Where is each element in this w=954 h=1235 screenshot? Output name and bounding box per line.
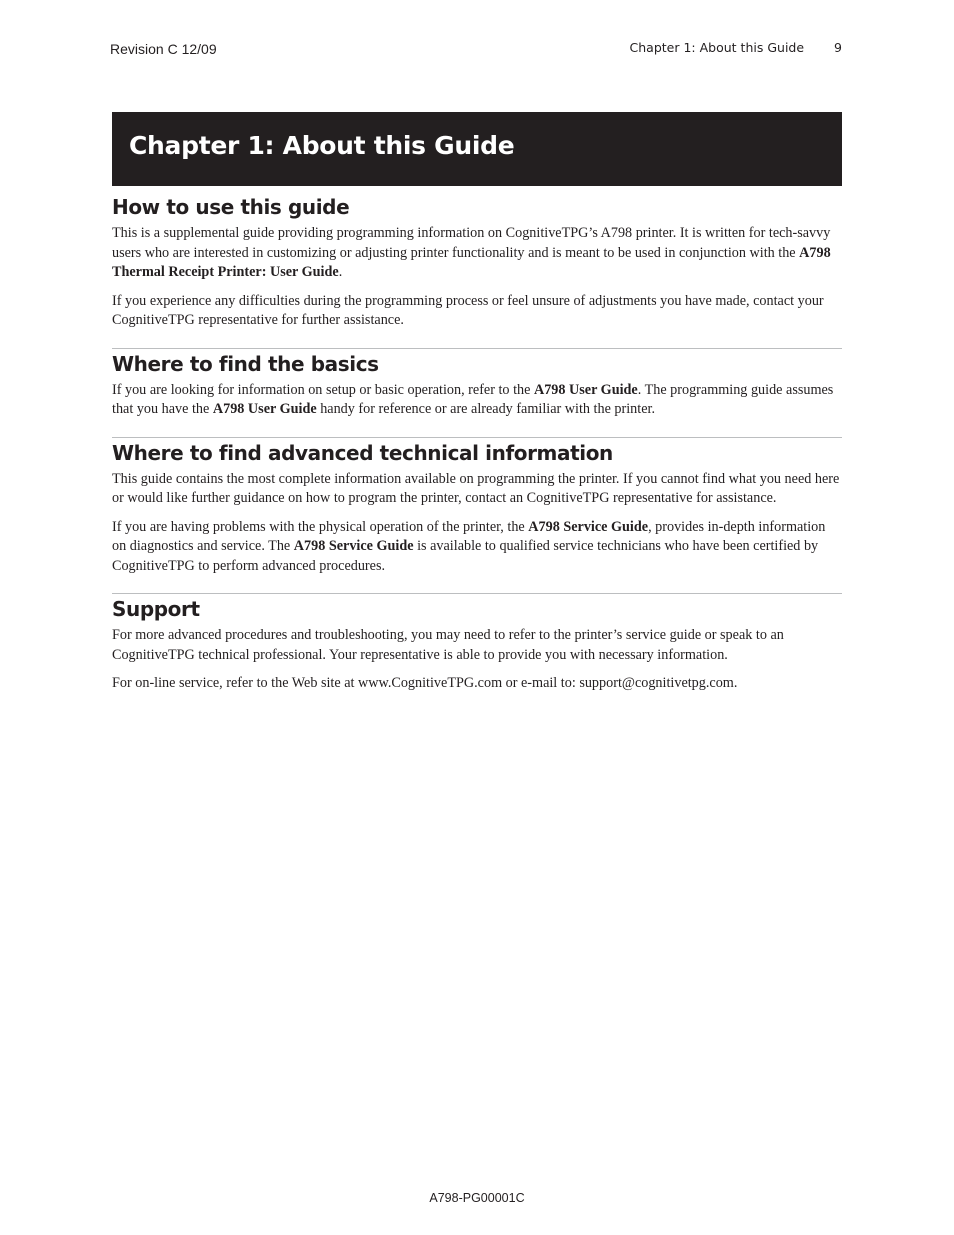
paragraph: If you experience any difficulties during the programming process or feel unsure of adjustments you have made, contact your CognitiveTPG representative for further assistance. xyxy=(112,292,824,328)
guide-reference: A798 Service Guide xyxy=(528,518,649,535)
header-running-title xyxy=(630,40,842,55)
section-heading: How to use this guide xyxy=(112,195,350,219)
section-heading: Support xyxy=(112,597,200,621)
section-support xyxy=(112,596,842,694)
page-content xyxy=(112,194,842,703)
paragraph: This guide contains the most complete information available on programming the printer. If you cannot find what you need here or would like further guidance on how to program the printer, contact an CognitiveTPG representative for assistance. xyxy=(112,470,840,506)
chapter-banner xyxy=(112,112,842,186)
paragraph: For more advanced procedures and troubleshooting, you may need to refer to the printer’s service guide or speak to an CognitiveTPG technical professional. Your representative is able to provide you with necessary information. xyxy=(112,627,784,663)
chapter-title: Chapter 1: About this Guide xyxy=(129,131,515,160)
page-number: 9 xyxy=(834,40,842,55)
guide-reference: A798 Service Guide xyxy=(293,538,414,554)
header-chapter: Chapter 1: About this Guide xyxy=(629,40,805,55)
paragraph: For on-line service, refer to the Web site at www.CognitiveTPG.com or e-mail to: support@cognitivetpg.com. xyxy=(112,675,738,691)
guide-reference: A798 User Guide xyxy=(533,381,638,398)
footer-doc-id: A798-PG00001C xyxy=(429,1191,525,1205)
section-heading: Where to find advanced technical information xyxy=(112,440,613,465)
guide-reference: A798 Thermal Receipt Printer: User Guide xyxy=(112,244,831,280)
guide-reference: A798 User Guide xyxy=(212,401,317,417)
section-divider xyxy=(112,437,842,438)
paragraph: If you are having problems with the physical operation of the printer, the A798 Service Guide, provides in-depth information on diagnostics and service. The A798 Service Guide is available to qualified service technicians who have been certified by CognitiveTPG to perform advanced procedures. xyxy=(112,518,826,574)
paragraph: This is a supplemental guide providing programming information on CognitiveTPG’s A798 printer. It is written for tech-savvy users who are interested in customizing or adjusting printer functionality and is meant to be used in conjunction with the A798 Thermal Receipt Printer: User Guide. xyxy=(112,225,831,280)
section-how-to-use xyxy=(112,194,842,331)
section-divider xyxy=(112,348,842,349)
section-heading: Where to find the basics xyxy=(112,351,379,376)
section-divider xyxy=(112,593,842,594)
paragraph: If you are looking for information on setup or basic operation, refer to the A798 User Guide. The programming guide assumes that you have the A798 User Guide handy for reference or are already familiar with the printer. xyxy=(112,381,834,417)
section-basics xyxy=(112,351,842,420)
header-revision: Revision C 12/09 xyxy=(110,41,217,57)
section-advanced xyxy=(112,440,842,577)
